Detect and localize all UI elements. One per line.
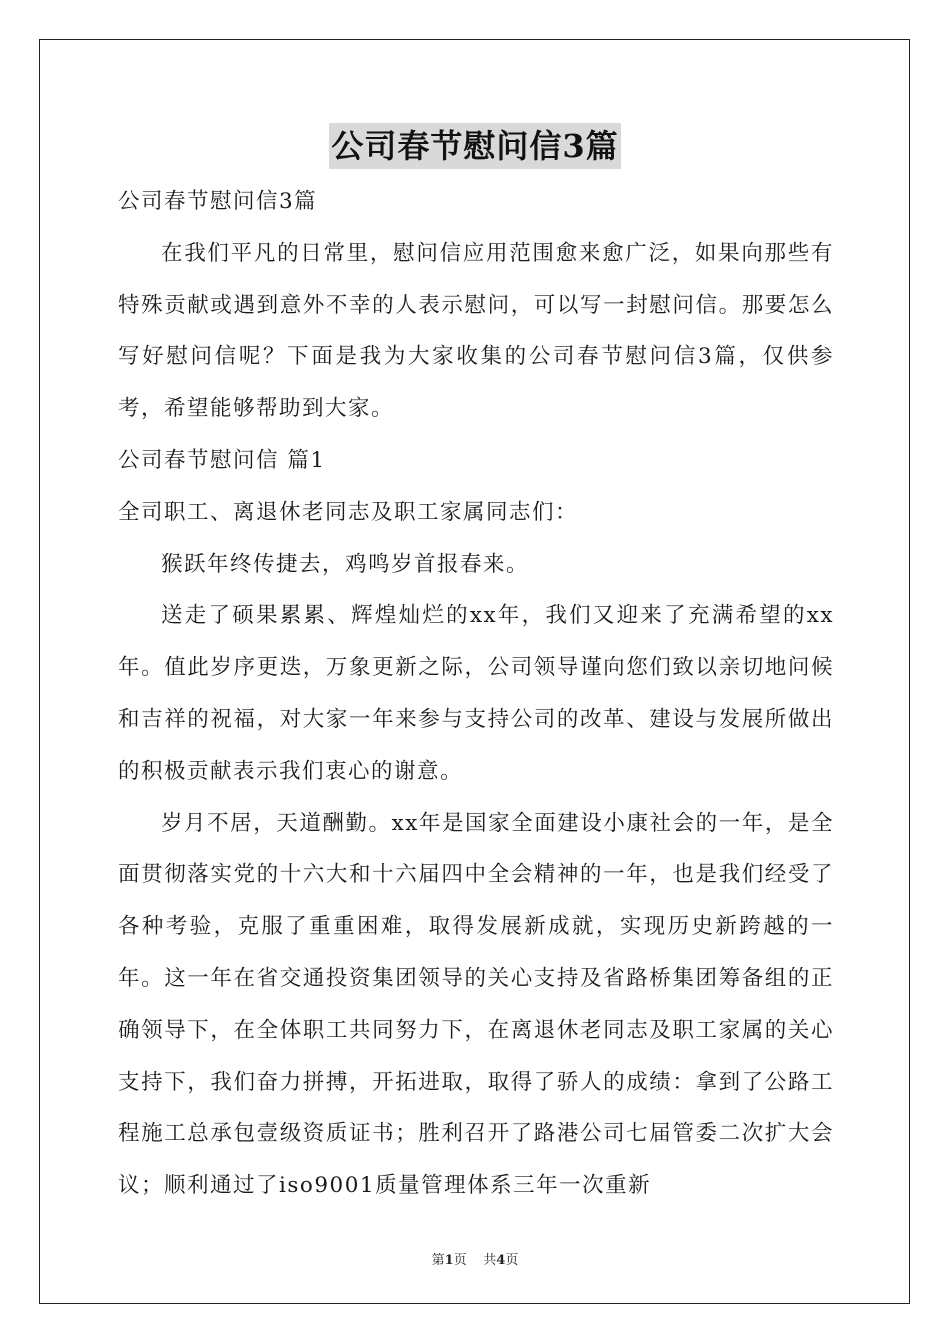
section-heading: 公司春节慰问信 篇1 — [118, 447, 326, 473]
review-paragraph: 岁月不居，天道酬勤。xx年是国家全面建设小康社会的一年，是全面贯彻落实党的十六大和十六届四中全会精神的一年，也是我们经受了各种考验，克服了重重困难，取得发展新成就，实现历史新跨越的一年。这一年在省交通投资集团领导的关心支持及省路桥集团筹备组的正确领导下，在全体职工共同努力下，在离退休老同志及职工家属的关心支持下，我们奋力拼搏，开拓进取，取得了骄人的成绩：拿到了公路工程施工总承包壹级资质证书；胜利召开了路港公司七届管委二次扩大会议；顺利通过了iso9001质量管理体系三年一次重新 — [118, 810, 834, 1199]
couplet-paragraph: 猴跃年终传捷去，鸡鸣岁首报春来。 — [161, 551, 530, 577]
title-container — [0, 123, 950, 169]
subtitle-line: 公司春节慰问信3篇 — [118, 189, 318, 214]
total-prefix: 共 — [483, 1253, 497, 1268]
intro-paragraph: 在我们平凡的日常里，慰问信应用范围愈来愈广泛，如果向那些有特殊贡献或遇到意外不幸的人表示慰问，可以写一封慰问信。那要怎么写好慰问信呢？下面是我为大家收集的公司春节慰问信3篇，仅供参考，希望能够帮助到大家。 — [118, 240, 834, 422]
page-prefix: 第 — [431, 1253, 445, 1268]
page-footer — [0, 1249, 950, 1268]
total-pages: 4 — [496, 1253, 506, 1268]
document-body — [118, 176, 834, 1212]
page-number: 1 — [444, 1253, 454, 1268]
page-suffix: 页 — [453, 1253, 467, 1268]
document-title: 公司春节慰问信3篇 — [329, 123, 620, 169]
total-suffix: 页 — [505, 1253, 519, 1268]
salutation: 全司职工、离退休老同志及职工家属同志们： — [118, 499, 579, 525]
greeting-paragraph: 送走了硕果累累、辉煌灿烂的xx年，我们又迎来了充满希望的xx年。值此岁序更迭，万象更新之际，公司领导谨向您们致以亲切地问候和吉祥的祝福，对大家一年来参与支持公司的改革、建设与发展所做出的积极贡献表示我们衷心的谢意。 — [118, 603, 834, 784]
